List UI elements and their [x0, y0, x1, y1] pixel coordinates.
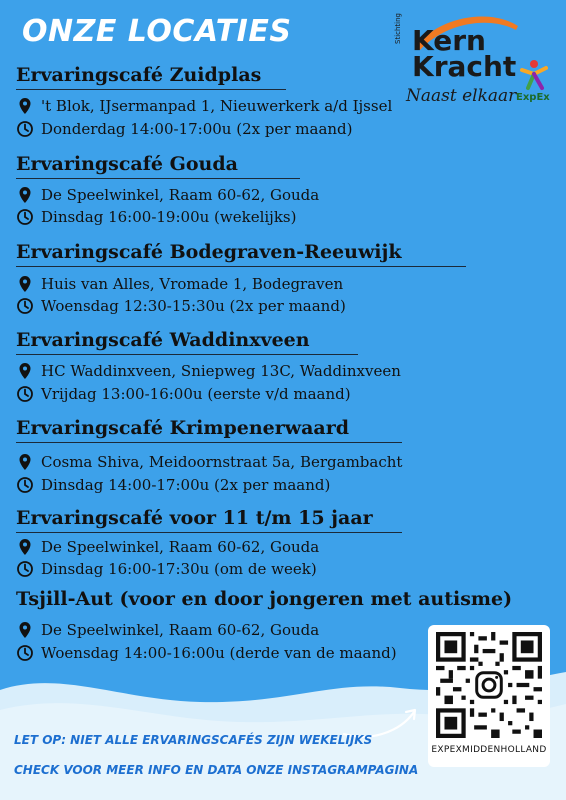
- address-text: HC Waddinxveen, Sniepweg 13C, Waddinxveen: [41, 362, 401, 380]
- address-text: 't Blok, IJsermanpad 1, Nieuwerkerk a/d Ijssel: [41, 97, 393, 115]
- time-text: Dinsdag 14:00-17:00u (2x per maand): [41, 476, 331, 494]
- map-pin-icon: [16, 97, 34, 115]
- clock-icon: [16, 560, 34, 578]
- time-text: Woensdag 14:00-16:00u (derde van de maand): [41, 644, 397, 662]
- address-line: [16, 538, 319, 556]
- instagram-qr-code[interactable]: [428, 625, 550, 767]
- section-title: Ervaringscafé voor 11 t/m 15 jaar: [16, 507, 373, 529]
- address-line: [16, 621, 319, 639]
- expex-logo: [512, 58, 556, 108]
- section-divider: [16, 178, 300, 179]
- map-pin-icon: [16, 538, 34, 556]
- address-line: [16, 275, 343, 293]
- section-title: Tsjill-Aut (voor en door jongeren met autisme): [16, 588, 513, 610]
- map-pin-icon: [16, 453, 34, 471]
- time-text: Dinsdag 16:00-17:30u (om de week): [41, 560, 317, 578]
- address-text: Cosma Shiva, Meidoornstraat 5a, Bergambacht: [41, 453, 403, 471]
- time-line: [16, 385, 351, 403]
- section-gouda: [16, 153, 300, 179]
- time-text: Dinsdag 16:00-19:00u (wekelijks): [41, 208, 297, 226]
- time-line: [16, 476, 330, 494]
- page-title: ONZE LOCATIES: [22, 14, 292, 49]
- qr-label: EXPEXMIDDENHOLLAND: [431, 745, 547, 755]
- section-waddinxveen: [16, 329, 358, 355]
- footer-note-weekly: LET OP: NIET ALLE ERVARINGSCAFÉS ZIJN WEKELIJKS: [14, 733, 373, 747]
- section-title: Ervaringscafé Waddinxveen: [16, 329, 310, 351]
- time-line: [16, 297, 346, 315]
- address-line: [16, 362, 401, 380]
- address-text: De Speelwinkel, Raam 60-62, Gouda: [41, 538, 320, 556]
- expex-text: ExpEx: [516, 92, 550, 103]
- logo-vertical-text: Stichting: [394, 13, 402, 44]
- map-pin-icon: [16, 621, 34, 639]
- address-line: [16, 186, 319, 204]
- map-pin-icon: [16, 186, 34, 204]
- section-title: Ervaringscafé Gouda: [16, 153, 238, 175]
- section-11-15-jaar: [16, 507, 402, 533]
- section-bodegraven: [16, 241, 466, 267]
- clock-icon: [16, 208, 34, 226]
- time-text: Donderdag 14:00-17:00u (2x per maand): [41, 120, 353, 138]
- clock-icon: [16, 476, 34, 494]
- section-divider: [16, 354, 358, 355]
- section-tsjill-aut: [16, 588, 512, 614]
- expex-figure-icon: [520, 58, 548, 92]
- section-zuidplas: [16, 64, 286, 90]
- address-line: [16, 453, 402, 471]
- time-text: Woensdag 12:30-15:30u (2x per maand): [41, 297, 346, 315]
- time-text: Vrijdag 13:00-16:00u (eerste v/d maand): [41, 385, 351, 403]
- section-title: Ervaringscafé Krimpenerwaard: [16, 417, 350, 439]
- clock-icon: [16, 120, 34, 138]
- map-pin-icon: [16, 362, 34, 380]
- section-divider: [16, 532, 402, 533]
- section-divider: [16, 266, 466, 267]
- logo-line2: Kracht: [412, 50, 517, 83]
- logo-line1: Kern: [412, 24, 486, 57]
- kernkracht-logo: [392, 10, 562, 110]
- logo-tagline: Naast elkaar: [406, 86, 517, 106]
- time-line: [16, 560, 317, 578]
- address-line: [16, 97, 392, 115]
- footer-note-instagram: CHECK VOOR MEER INFO EN DATA ONZE INSTAGRAMPAGINA: [14, 763, 419, 777]
- address-text: Huis van Alles, Vromade 1, Bodegraven: [41, 275, 344, 293]
- section-title: Ervaringscafé Zuidplas: [16, 64, 262, 86]
- clock-icon: [16, 385, 34, 403]
- time-line: [16, 120, 353, 138]
- clock-icon: [16, 297, 34, 315]
- section-divider: [16, 89, 286, 90]
- section-krimpenerwaard: [16, 417, 402, 443]
- map-pin-icon: [16, 275, 34, 293]
- section-divider: [16, 442, 402, 443]
- address-text: De Speelwinkel, Raam 60-62, Gouda: [41, 186, 320, 204]
- qr-code-icon: [436, 632, 542, 738]
- time-line: [16, 208, 296, 226]
- address-text: De Speelwinkel, Raam 60-62, Gouda: [41, 621, 320, 639]
- section-title: Ervaringscafé Bodegraven-Reeuwijk: [16, 241, 402, 263]
